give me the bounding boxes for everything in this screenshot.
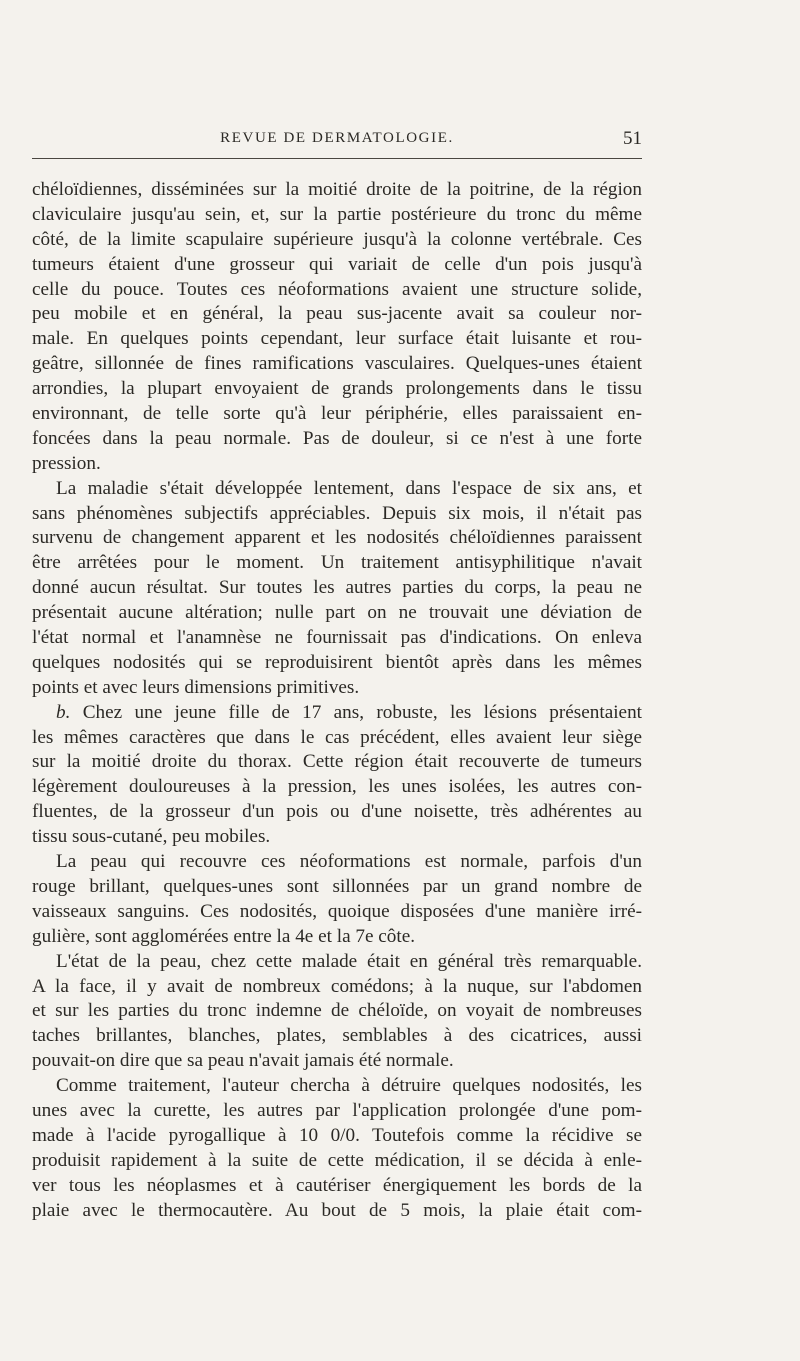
text-line: tumeurs étaient d'une grosseur qui variait de celle d'un pois jusqu'à	[32, 253, 642, 275]
text-line: gulière, sont agglomérées entre la 4e et la 7e côte.	[32, 925, 416, 947]
text-line: points et avec leurs dimensions primitives.	[32, 676, 360, 698]
text-line: La maladie s'était développée lentement, dans l'espace de six ans, et	[56, 477, 642, 499]
text-line: survenu de changement apparent et les nodosités chéloïdiennes paraissent	[32, 527, 642, 549]
case-marker-b: b.	[56, 701, 71, 723]
text-line: peu mobile et en général, la peau sus-jacente avait sa couleur nor-	[32, 303, 642, 325]
text-line: environnant, de telle sorte qu'à leur périphérie, elles paraissaient en-	[32, 403, 642, 425]
text-line: claviculaire jusqu'au sein, et, sur la partie postérieure du tronc du même	[32, 203, 642, 225]
running-title: REVUE DE DERMATOLOGIE.	[220, 130, 454, 146]
text-line: Comme traitement, l'auteur chercha à détruire quelques nodosités, les	[56, 1075, 642, 1097]
text-line: être arrêtées pour le moment. Un traitement antisyphilitique n'avait	[32, 552, 642, 574]
text-line: L'état de la peau, chez cette malade était en général très remarquable.	[56, 950, 642, 972]
text-line: vaisseaux sanguins. Ces nodosités, quoique disposées d'une manière irré-	[32, 900, 642, 922]
text-line: tissu sous-cutané, peu mobiles.	[32, 826, 271, 848]
text-line: arrondies, la plupart envoyaient de grands prolongements dans le tissu	[32, 378, 642, 400]
text-line: celle du pouce. Toutes ces néoformations avaient une structure solide,	[32, 278, 642, 300]
text-line: pression.	[32, 452, 101, 474]
text-line: produisit rapidement à la suite de cette médication, il se décida à enle-	[32, 1149, 642, 1171]
text-line: présentait aucune altération; nulle part on ne trouvait une déviation de	[32, 602, 642, 624]
text-line: geâtre, sillonnée de fines ramifications vasculaires. Quelques-unes étaient	[32, 353, 642, 375]
text-line: et sur les parties du tronc indemne de chéloïde, on voyait de nombreuses	[32, 1000, 642, 1022]
text-line: ver tous les néoplasmes et à cautériser énergiquement les bords de la	[32, 1174, 642, 1196]
text-line: taches brillantes, blanches, plates, semblables à des cicatrices, aussi	[32, 1025, 642, 1047]
text-line: pouvait-on dire que sa peau n'avait jamais été normale.	[32, 1050, 454, 1072]
text-line: quelques nodosités qui se reproduisirent bientôt après dans les mêmes	[32, 651, 642, 673]
text-line: sans phénomènes subjectifs appréciables. Depuis six mois, il n'était pas	[32, 502, 642, 524]
text-line: donné aucun résultat. Sur toutes les autres parties du corps, la peau ne	[32, 577, 642, 599]
text-line: male. En quelques points cependant, leur surface était luisante et rou-	[32, 328, 642, 350]
text-line: les mêmes caractères que dans le cas précédent, elles avaient leur siège	[32, 726, 642, 748]
text-line: fluentes, de la grosseur d'un pois ou d'une noisette, très adhérentes au	[32, 801, 642, 823]
text-line: sur la moitié droite du thorax. Cette région était recouverte de tumeurs	[32, 751, 642, 773]
text-line-b	[32, 701, 642, 726]
text-line-content: Chez une jeune fille de 17 ans, robuste, les lésions présentaient	[82, 701, 642, 723]
page-header	[32, 130, 642, 160]
text-line: côté, de la limite scapulaire supérieure jusqu'à la colonne vertébrale. Ces	[32, 228, 642, 250]
text-line: l'état normal et l'anamnèse ne fournissait pas d'indications. On enleva	[32, 627, 642, 649]
text-line: unes avec la curette, les autres par l'application prolongée d'une pom-	[32, 1099, 642, 1121]
text-line: plaie avec le thermocautère. Au bout de 5 mois, la plaie était com-	[32, 1199, 642, 1221]
text-line: rouge brillant, quelques-unes sont sillonnées par un grand nombre de	[32, 875, 642, 897]
text-line: légèrement douloureuses à la pression, les unes isolées, les autres con-	[32, 776, 642, 798]
text-line: La peau qui recouvre ces néoformations est normale, parfois d'un	[56, 851, 642, 873]
text-line: A la face, il y avait de nombreux comédons; à la nuque, sur l'abdomen	[32, 975, 642, 997]
text-line: chéloïdiennes, disséminées sur la moitié droite de la poitrine, de la région	[32, 179, 642, 200]
header-rule	[32, 158, 642, 159]
body-text	[32, 178, 642, 1223]
text-line: foncées dans la peau normale. Pas de douleur, si ce n'est à une forte	[32, 427, 642, 449]
page-number: 51	[623, 128, 642, 149]
text-line: made à l'acide pyrogallique à 10 0/0. Toutefois comme la récidive se	[32, 1124, 642, 1146]
